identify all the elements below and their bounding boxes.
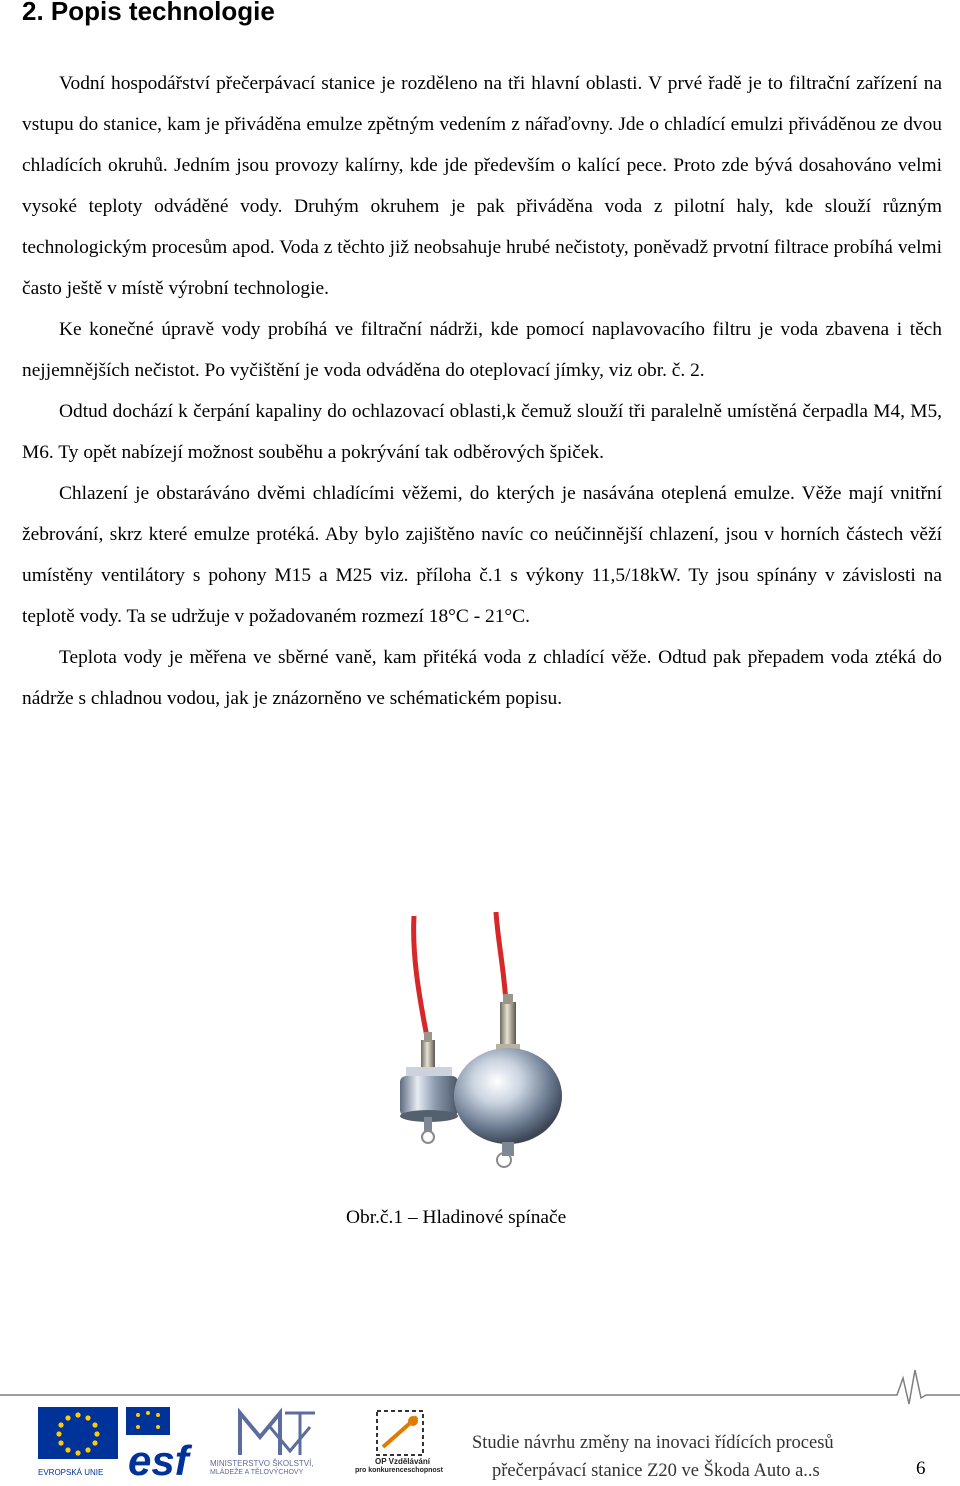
figure-caption-prefix: Obr.č.1 [346, 1207, 408, 1228]
footer-line-2: přečerpávací stanice Z20 ve Škoda Auto a..s [492, 1461, 820, 1481]
paragraph-1: Vodní hospodářství přečerpávací stanice je rozděleno na tři hlavní oblasti. V prvé řadě je to filtrační zařízení na vstupu do stanice, kam je přiváděna emulze zpětným vedením z nářaďovny. Jde o chladící emulzi přiváděnou ze dvou chladících okruhů. Jedním jsou provozy kalírny, kde jde především o kalící pece. Proto zde bývá dosahováno velmi vysoké teploty odváděné vody. Druhým okruhem je pak přiváděna voda z pilotní haly, kde slouží různým technologickým procesům apod. Voda z těchto již neobsahuje hrubé nečistoty, poněvadž prvotní filtrace probíhá velmi často ještě v místě výrobní technologie. [22, 73, 942, 299]
paragraph-3: Odtud dochází k čerpání kapaliny do ochlazovací oblasti,k čemuž slouží tři paralelně umístěná čerpadla M4, M5, M6. Ty opět nabízejí možnost souběhu a pokrývání tak odběrových špiček. [22, 401, 942, 463]
page-number: 6 [916, 1458, 926, 1479]
figure-caption [346, 1207, 566, 1229]
footer-logos [30, 1405, 460, 1480]
paragraph-4: Chlazení je obstaráváno dvěmi chladícími věžemi, do kterých je nasávána oteplená emulze. Věže mají vnitřní žebrování, skrz které emulze protéká. Aby bylo zajištěno navíc co neúčinnější chlazení, jsou v horních částech věží umístěny ventilátory s pohony M15 a M25 viz. příloha č.1 s výkony 11,5/18kW. Ty jsou spínány v závislosti na teplotě vody. Ta se udržuje v požadovaném rozmezí 18°C - 21°C. [22, 483, 942, 627]
op-label-2: pro konkurenceschopnost [355, 1467, 443, 1474]
op-label-1: OP Vzdělávání [375, 1457, 430, 1466]
msmt-logo-icon [230, 1407, 320, 1459]
float-switch-photo [378, 912, 578, 1182]
footer-pulse-line [0, 1368, 960, 1408]
paragraph-5: Teplota vody je měřena ve sběrné vaně, kam přitéká voda z chladící věže. Odtud pak přepadem voda ztéká do nádrže s chladnou vodou, jak je znázorněno ve schématickém popisu. [22, 647, 942, 709]
eu-label: EVROPSKÁ UNIE [38, 1468, 104, 1477]
op-logo-icon [365, 1407, 435, 1459]
footer-line-1: Studie návrhu změny na inovaci řídících procesů [472, 1433, 834, 1453]
msmt-label-1: MINISTERSTVO ŠKOLSTVÍ, [210, 1459, 314, 1468]
esf-label: esf [128, 1437, 189, 1477]
paragraph-2: Ke konečné úpravě vody probíhá ve filtrační nádrži, kde pomocí naplavovacího filtru je voda zbavena i těch nejjemnějších nečistot. Po vyčištění je voda odváděna do oteplovací jímky, viz obr. č. 2. [22, 319, 942, 381]
section-heading: 2. Popis technologie [22, 0, 275, 26]
msmt-label-2: MLÁDEŽE A TĚLOVÝCHOVY [210, 1469, 304, 1476]
esf-logo-icon [124, 1407, 204, 1477]
figure-caption-text: – Hladinové spínače [407, 1207, 567, 1228]
eu-flag-icon [38, 1407, 118, 1473]
body-text [22, 63, 942, 719]
